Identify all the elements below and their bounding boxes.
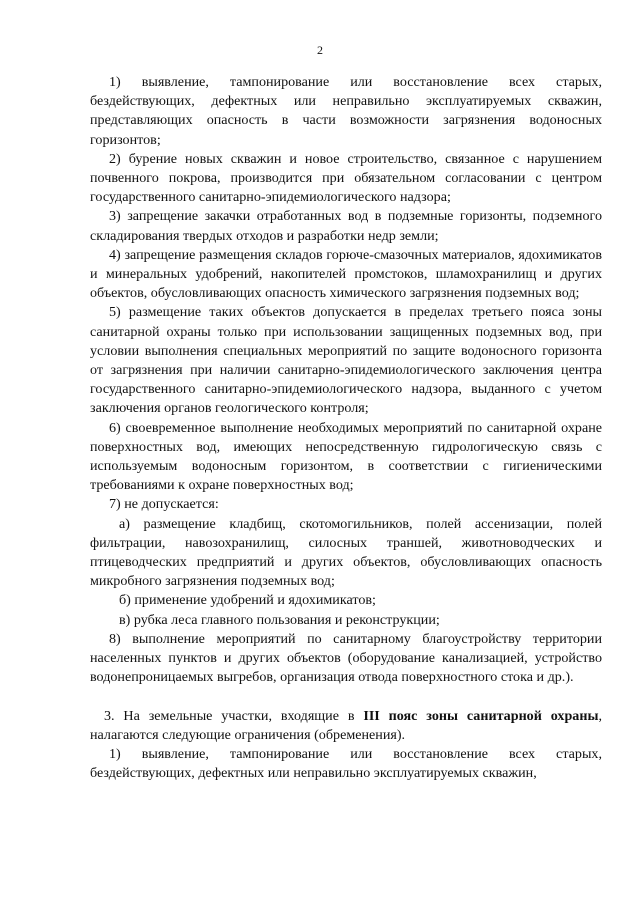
list-item-1: 1) выявление, тампонирование или восстановление всех старых, бездействующих, дефектных или неправильно эксплуатируемых скважин, представляющих опасность в части возможности загрязнения водоносных горизонтов; — [90, 74, 602, 148]
list-item-6: 6) своевременное выполнение необходимых мероприятий по санитарной охране поверхностных вод, имеющих непосредственную гидрологическую связь с используемым водоносным горизонтом, в соответствии с гигиеническими требованиями к охране поверхностных вод; — [90, 419, 602, 494]
list-subitem-a: а) размещение кладбищ, скотомогильников, полей ассенизации, полей фильтрации, навозохранилищ, силосных траншей, животноводческих и птицеводческих предприятий и других объектов, обусловливающих опасность микробного загрязнения подземных вод; — [90, 515, 602, 590]
list-item-3: 3) запрещение закачки отработанных вод в подземные горизонты, подземного складирования твердых отходов и разработки недр земли; — [90, 208, 602, 244]
list-subitem-c: в) рубка леса главного пользования и реконструкции; — [119, 611, 440, 628]
list-item-5: 5) размещение таких объектов допускается в пределах третьего пояса зоны санитарной охраны только при использовании защищенных подземных вод, при условии выполнения специальных мероприятий по защите водоносного горизонта от загрязнения при наличии санитарно-эпидемиологического заключения центра государственного санитарно-эпидемиологического надзора, выданного с учетом заключения органов геологического контроля; — [90, 304, 602, 417]
document-body — [90, 73, 602, 783]
page-number: 2 — [317, 43, 323, 57]
list-item-2: 2) бурение новых скважин и новое строительство, связанное с нарушением почвенного покрова, производится при обязательном согласовании с центром государственного санитарно-эпидемиологического надзора; — [90, 150, 602, 206]
list-subitem-b: б) применение удобрений и ядохимикатов; — [119, 592, 376, 609]
list-item-8: 8) выполнение мероприятий по санитарному благоустройству территории населенных пунктов и других объектов (оборудование канализацией, устройство водонепроницаемых выгребов, организация отвода поверхностного стока и др.). — [90, 630, 602, 686]
section-gap — [90, 688, 602, 707]
section-3-heading — [90, 707, 602, 745]
section-3-lead: 3. На земельные участки, входящие в — [104, 707, 364, 724]
list-item-7: 7) не допускается: — [109, 496, 219, 513]
list-item-4: 4) запрещение размещения складов горюче-смазочных материалов, ядохимикатов и минеральных удобрений, накопителей промстоков, шламохранилищ и других объектов, обусловливающих опасность химического загрязнения подземных вод; — [90, 246, 602, 302]
section-3-tail: , налагаются следующие ограничения (обременения). — [90, 707, 602, 743]
section-3-item-1: 1) выявление, тампонирование или восстановление всех старых, бездействующих, дефектных или неправильно эксплуатируемых скважин, — [90, 745, 602, 782]
section-3-bold-term: III пояс зоны санитарной охраны — [363, 707, 599, 724]
